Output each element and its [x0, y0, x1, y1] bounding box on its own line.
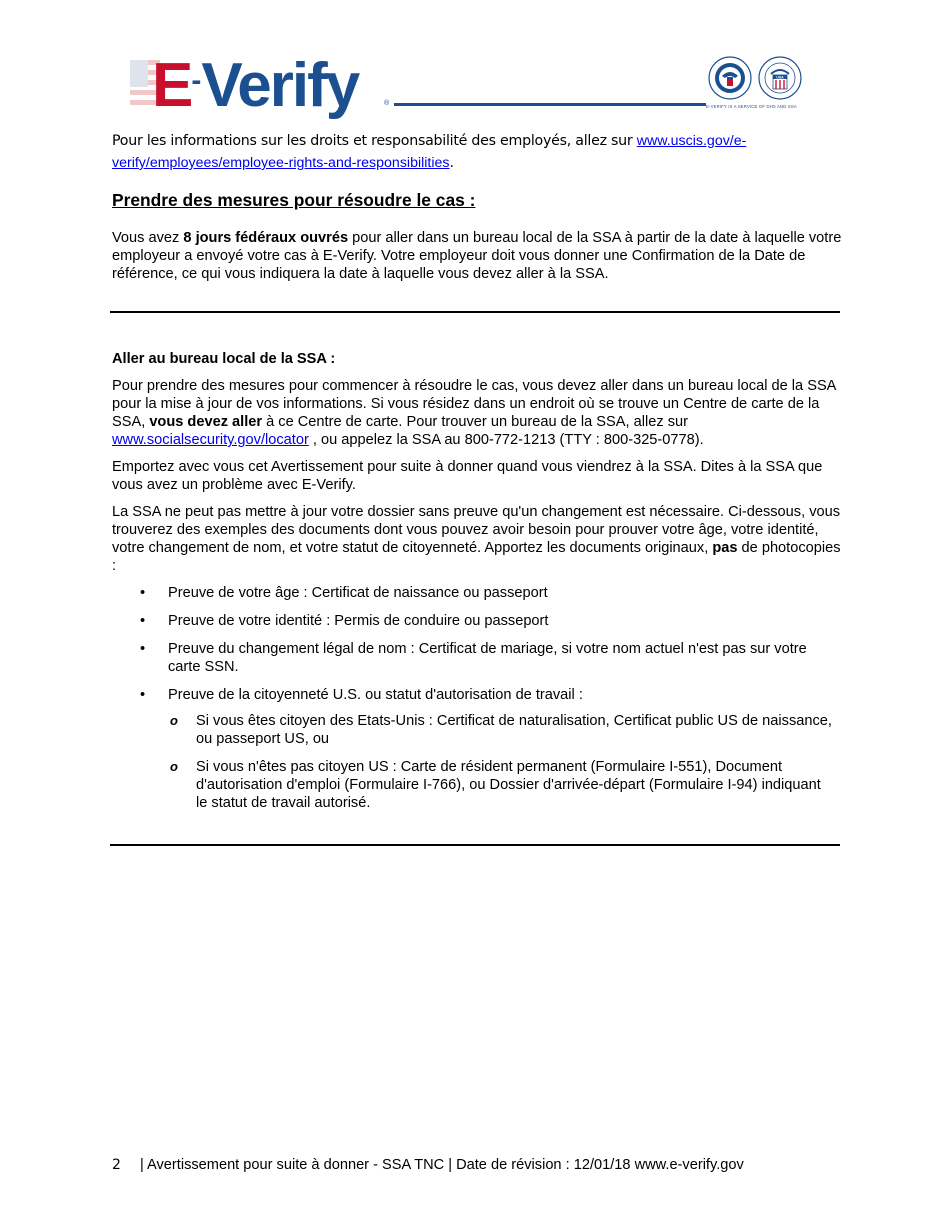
e-verify-logo: E-Verify — [152, 51, 359, 120]
section-title: Prendre des mesures pour résoudre le cas : — [112, 190, 476, 210]
ssa-seal-icon — [758, 56, 802, 100]
proof-documents-paragraph: La SSA ne peut pas mettre à jour votre dossier sans preuve qu'un changement est nécessaire. Ci-dessous, vous trouverez des exemples des documents dont vous pouvez avoir besoin pour prouver votre âge, votre identité, votre changement de nom, et votre statut de citoyenneté. Apportez les documents originaux, pas de photocopies : — [112, 504, 841, 574]
page-header — [128, 52, 808, 124]
registered-mark: ® — [384, 100, 390, 107]
page-number: 2 — [112, 1157, 121, 1173]
rights-info-paragraph: Pour les informations sur les droits et responsabilité des employés, allez sur www.uscis.gov/e-verify/employees/employee-rights-and-responsibilities. — [112, 133, 747, 171]
ssa-locator-link[interactable]: www.socialsecurity.gov/locator — [112, 432, 309, 448]
page-footer — [112, 1156, 744, 1174]
deadline-paragraph: Vous avez 8 jours fédéraux ouvrés pour aller dans un bureau local de la SSA à partir de la date à laquelle votre employeur a envoyé votre cas à E-Verify. Votre employeur doit vous donner une Confirmation de la Date de référence, ce qui vous indiquera la date à laquelle vous devez aller à la SSA. — [112, 230, 842, 282]
ssa-seal-usa: USA — [776, 75, 784, 80]
bring-notice-paragraph: Emportez avec vous cet Avertissement pour suite à donner quand vous viendrez à la SSA. Dites à la SSA que vous avez un problème avec E-Verify. — [112, 459, 823, 493]
list-item: • Preuve du changement légal de nom : Certificat de mariage, si votre nom actuel n'est pas sur votre carte SSN. — [112, 640, 832, 676]
list-item: • Preuve de votre âge : Certificat de naissance ou passeport — [112, 584, 832, 602]
seals-caption: E-VERIFY IS A SERVICE OF DHS AND SSA — [706, 104, 797, 109]
sub-list-item: o Si vous êtes citoyen des Etats-Unis : Certificat de naturalisation, Certificat public US de naissance, ou passeport US, ou — [168, 712, 832, 748]
list-item: • Preuve de la citoyenneté U.S. ou statut d'autorisation de travail : o Si vous êtes citoyen des Etats-Unis : Certificat de naturalisation, Certificat public US de naissance, ou passeport US, ou o Si vous n'êtes pas citoyen US : Carte de résident permanent (Formulaire I-551), Document d'autorisation d'emploi (Formulaire I-766), ou Dossier d'arrivée-départ (Formulaire I-94) indiquant le statut de travail autorisé. — [112, 686, 832, 812]
dhs-seal-icon — [708, 56, 752, 100]
section-divider-top — [110, 311, 840, 313]
uscis-rights-link[interactable]: www.uscis.gov/e-verify/employees/employee-rights-and-responsibilities — [112, 133, 747, 171]
sub-list-item: o Si vous n'êtes pas citoyen US : Carte de résident permanent (Formulaire I-551), Document d'autorisation d'emploi (Formulaire I-766), ou Dossier d'arrivée-départ (Formulaire I-94) indiquant le statut de travail autorisé. — [168, 758, 832, 812]
subsection-title: Aller au bureau local de la SSA : — [112, 351, 336, 367]
header-rule — [394, 103, 706, 106]
proof-list — [112, 584, 832, 822]
citizenship-sublist — [168, 712, 832, 812]
section-divider-bottom — [110, 844, 840, 846]
list-item: • Preuve de votre identité : Permis de conduire ou passeport — [112, 612, 832, 630]
footer-text: | Avertissement pour suite à donner - SSA TNC | Date de révision : 12/01/18 www.e-verify.gov — [140, 1157, 744, 1173]
ssa-office-paragraph: Pour prendre des mesures pour commencer à résoudre le cas, vous devez aller dans un bureau local de la SSA pour la mise à jour de vos informations. Si vous résidez dans un endroit où se trouve un Centre de carte de la SSA, vous devez aller à ce Centre de carte. Pour trouver un bureau de la SSA, allez sur www.socialsecurity.gov/locator , ou appelez la SSA au 800-772-1213 (TTY : 800-325-0778). — [112, 378, 836, 448]
